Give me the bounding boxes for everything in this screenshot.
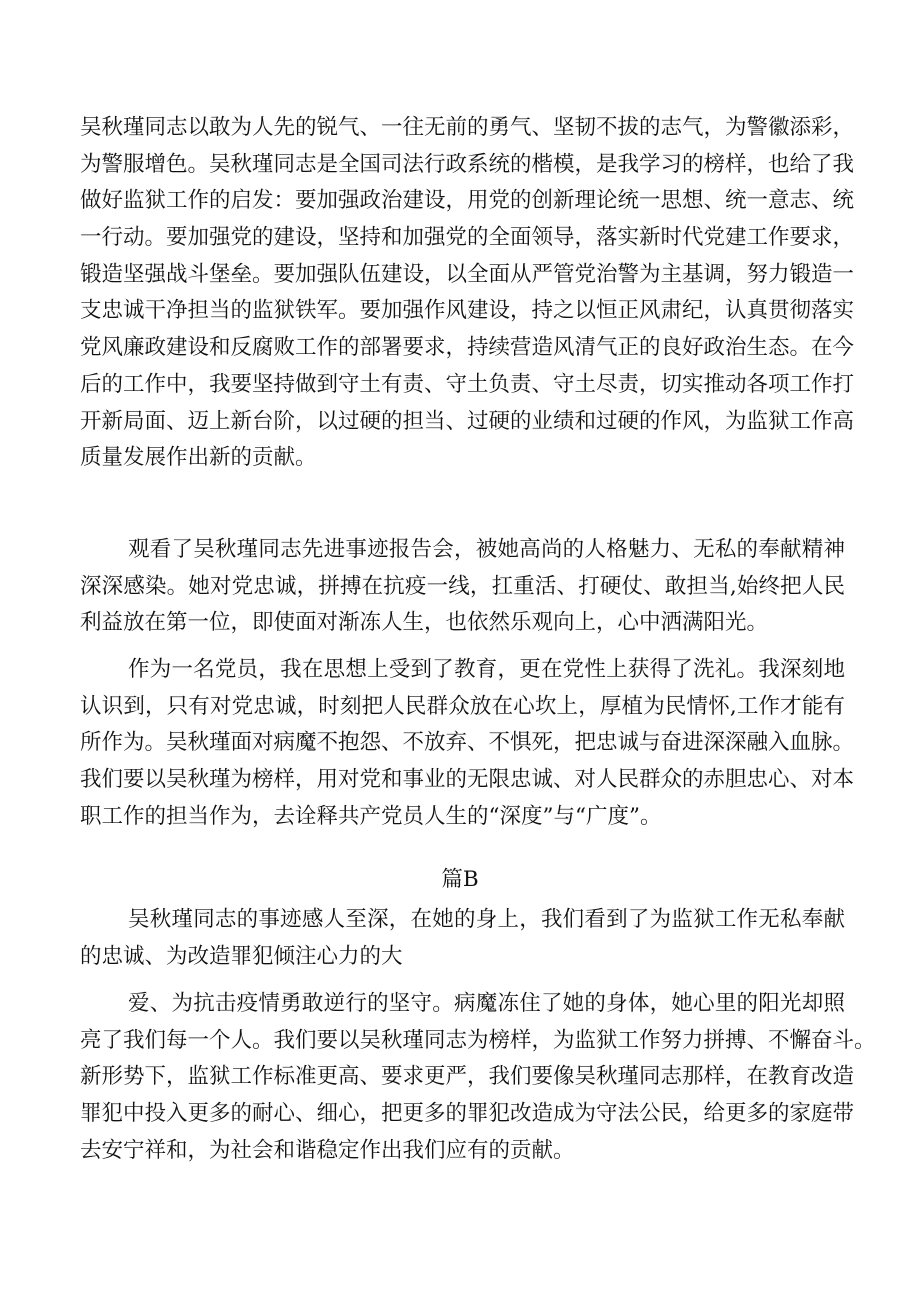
text-line: 爱、为抗击疫情勇敢逆行的坚守。病魔冻住了她的身体，她心里的阳光却照 bbox=[128, 991, 845, 1016]
text-line: 作为一名党员，我在思想上受到了教育，更在党性上获得了洗礼。我深刻地 bbox=[128, 657, 845, 682]
text-line: 亮了我们每一个人。我们要以吴秋瑾同志为榜样，为监狱工作努力拼搏、不懈奋斗。 bbox=[80, 1027, 876, 1053]
text-line: 新形势下，监狱工作标准更高、要求更严，我们要像吴秋瑾同志那样，在教育改造 bbox=[80, 1064, 855, 1090]
text-line: 党风廉政建设和反腐败工作的部署要求，持续营造风清气正的良好政治生态。在今 bbox=[80, 335, 855, 361]
text-line: 后的工作中，我要坚持做到守土有责、守土负责、守土尽责，切实推动各项工作打 bbox=[80, 371, 855, 397]
section-heading: 篇B bbox=[441, 867, 479, 892]
paragraph-4 bbox=[80, 902, 845, 975]
text-line: 所作为。吴秋瑾面对病魔不抱怨、不放弃、不惧死，把忠诚与奋进深深融入血脉。 bbox=[80, 730, 855, 756]
text-line: 做好监狱工作的启发：要加强政治建设，用党的创新理论统一思想、统一意志、统 bbox=[80, 188, 855, 214]
paragraph-1 bbox=[80, 110, 855, 477]
text-line: 为警服增色。吴秋瑾同志是全国司法行政系统的楷模，是我学习的榜样，也给了我 bbox=[80, 151, 855, 177]
text-line: 支忠诚干净担当的监狱铁军。要加强作风建设，持之以恒正风肃纪，认真贯彻落实 bbox=[80, 298, 855, 324]
text-line: 锻造坚强战斗堡垒。要加强队伍建设，以全面从严管党治警为主基调，努力锻造一 bbox=[80, 261, 855, 287]
text-line: 吴秋瑾同志以敢为人先的锐气、一往无前的勇气、坚韧不拔的志气，为警徽添彩， bbox=[80, 115, 855, 140]
paragraph-3 bbox=[80, 652, 855, 835]
text-line: 去安宁祥和，为社会和谐稳定作出我们应有的贡献。 bbox=[80, 1137, 575, 1163]
paragraph-2 bbox=[80, 532, 845, 642]
text-line: 利益放在第一位，即使面对渐冻人生，也依然乐观向上，心中洒满阳光。 bbox=[80, 610, 769, 636]
text-line: 的忠诚、为改造罪犯倾注心力的大 bbox=[80, 943, 403, 969]
text-line: 吴秋瑾同志的事迹感人至深，在她的身上，我们看到了为监狱工作无私奉献 bbox=[128, 907, 845, 932]
text-line: 一行动。要加强党的建设，坚持和加强党的全面领导，落实新时代党建工作要求， bbox=[80, 225, 855, 251]
text-line: 观看了吴秋瑾同志先进事迹报告会，被她高尚的人格魅力、无私的奉献精神 bbox=[128, 537, 845, 562]
text-line: 职工作的担当作为，去诠释共产党员人生的“深度”与“广度”。 bbox=[80, 803, 662, 829]
text-line: 罪犯中投入更多的耐心、细心，把更多的罪犯改造成为守法公民，给更多的家庭带 bbox=[80, 1101, 855, 1127]
text-line: 质量发展作出新的贡献。 bbox=[80, 445, 317, 471]
text-line: 开新局面、迈上新台阶，以过硬的担当、过硬的业绩和过硬的作风，为监狱工作高 bbox=[80, 408, 855, 434]
paragraph-5 bbox=[80, 986, 876, 1169]
text-line: 深深感染。她对党忠诚，拼搏在抗疫一线，扛重活、打硬仗、敢担当,始终把人民 bbox=[80, 573, 845, 599]
text-line: 认识到，只有对党忠诚，时刻把人民群众放在心坎上，厚植为民情怀,工作才能有 bbox=[80, 693, 845, 719]
text-line: 我们要以吴秋瑾为榜样，用对党和事业的无限忠诚、对人民群众的赤胆忠心、对本 bbox=[80, 767, 855, 793]
